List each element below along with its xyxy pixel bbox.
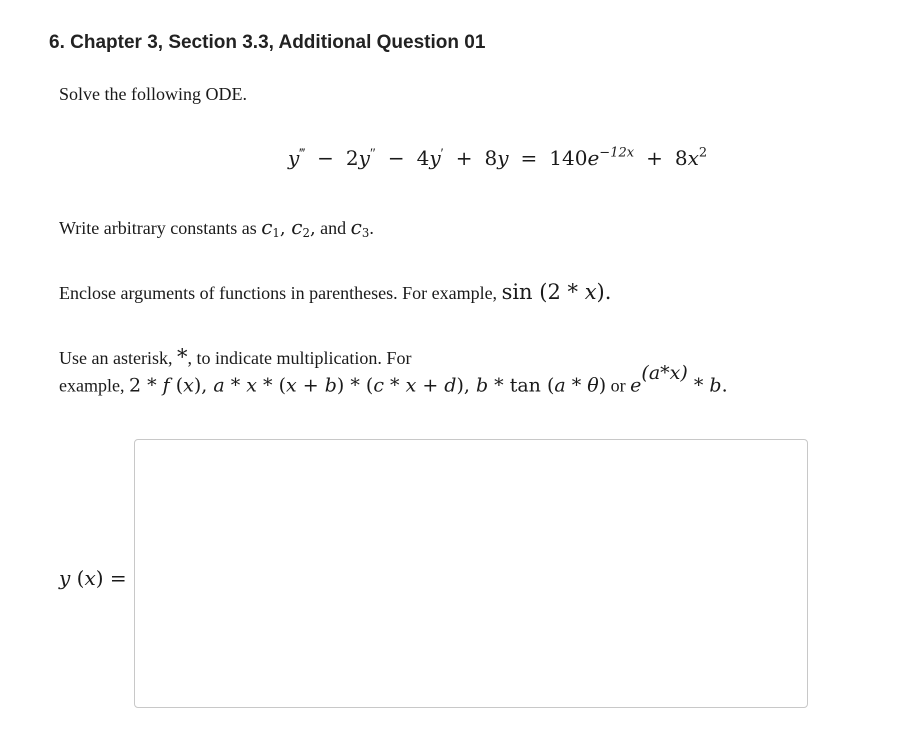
answer-label-y: y: [59, 566, 71, 590]
enclose-prefix: Enclose arguments of functions in parentheses. For example,: [59, 283, 502, 303]
constants-comma: ,: [279, 218, 292, 239]
example-text: * (: [257, 374, 287, 397]
example-text: (: [540, 374, 555, 397]
example-period: .: [721, 374, 728, 397]
asterisk-instruction-line2: [59, 362, 728, 397]
example-text: *: [224, 374, 247, 397]
constant-c3-sub: 3: [361, 225, 370, 240]
example-text: *: [383, 374, 406, 397]
eq-coef: 8: [674, 146, 688, 170]
eq-prime: ′: [440, 146, 444, 162]
constants-comma: ,: [309, 218, 316, 239]
constants-and: and: [315, 218, 351, 238]
example-text: ) * (: [336, 374, 374, 397]
example-text: (: [169, 374, 184, 397]
ode-equation: [288, 146, 707, 171]
example-b: b: [475, 374, 489, 397]
eq-triple-prime: ‴: [299, 146, 306, 162]
example-x: x: [286, 374, 297, 397]
enclose-x: x: [584, 280, 597, 304]
example-c: c: [373, 374, 384, 397]
problem-intro: Solve the following ODE.: [59, 84, 247, 104]
example-exponent: (a*x): [641, 362, 688, 384]
constants-instruction: [59, 215, 374, 239]
constant-c1: c: [261, 215, 273, 239]
example-text: ),: [193, 374, 214, 397]
eq-x: x: [687, 146, 699, 170]
eq-exponent: 2: [698, 145, 708, 161]
eq-plus: +: [455, 146, 473, 170]
constants-period: .: [369, 218, 374, 238]
example-a: a: [554, 374, 566, 397]
example-theta: θ: [587, 374, 599, 397]
question-title: 6. Chapter 3, Section 3.3, Additional Question 01: [49, 32, 486, 53]
asterisk-symbol: *: [176, 345, 188, 369]
eq-y: y: [429, 146, 441, 170]
example-text: *: [687, 374, 710, 397]
answer-input[interactable]: [134, 439, 808, 708]
example-f: f: [162, 374, 170, 397]
constant-c2: c: [291, 215, 303, 239]
eq-coef: 8: [484, 146, 498, 170]
example-text: ),: [456, 374, 476, 397]
example-b: b: [324, 374, 337, 397]
example-text: 2 *: [128, 374, 163, 397]
eq-y: y: [497, 146, 509, 170]
answer-label-open: (: [70, 566, 85, 590]
eq-e: e: [587, 146, 600, 170]
answer-label: [59, 566, 127, 591]
example-x: x: [246, 374, 258, 397]
eq-y: y: [358, 146, 370, 170]
eq-coef: 2: [345, 146, 359, 170]
enclose-sin: sin: [501, 280, 533, 304]
enclose-instruction: [59, 280, 611, 304]
answer-label-close: ) =: [95, 566, 127, 590]
eq-plus: +: [646, 146, 663, 170]
eq-y: y: [288, 146, 300, 170]
example-text: ): [598, 374, 607, 397]
asterisk-prefix: Use an asterisk,: [59, 348, 177, 368]
constant-c2-sub: 2: [302, 225, 310, 240]
example-e: e: [630, 374, 642, 397]
eq-minus: −: [387, 146, 405, 170]
asterisk-instruction-line1: [59, 345, 411, 369]
enclose-open: (2 *: [532, 280, 585, 304]
example-text: *: [565, 374, 588, 397]
example-tan: tan: [509, 374, 541, 397]
eq-equals: =: [520, 146, 538, 170]
asterisk-suffix: , to indicate multiplication. For: [187, 348, 412, 368]
example-d: d: [444, 374, 457, 397]
example-text: +: [416, 374, 445, 397]
eq-exponent: −12x: [599, 145, 635, 161]
example-text: *: [488, 374, 510, 397]
example-b: b: [709, 374, 722, 397]
enclose-close: ).: [596, 280, 612, 304]
example-x: x: [405, 374, 417, 397]
constants-prefix: Write arbitrary constants as: [59, 218, 262, 238]
eq-coef: 140: [549, 146, 588, 170]
eq-minus: −: [317, 146, 334, 170]
example-a: a: [213, 374, 225, 397]
constant-c3: c: [350, 215, 362, 239]
eq-coef: 4: [416, 146, 430, 170]
example-text: +: [296, 374, 325, 397]
example-or: or: [606, 375, 631, 396]
eq-double-prime: ″: [369, 146, 376, 162]
example-prefix: example,: [59, 375, 129, 396]
answer-label-x: x: [84, 566, 96, 590]
example-x: x: [183, 374, 194, 397]
constant-c1-sub: 1: [272, 225, 280, 240]
